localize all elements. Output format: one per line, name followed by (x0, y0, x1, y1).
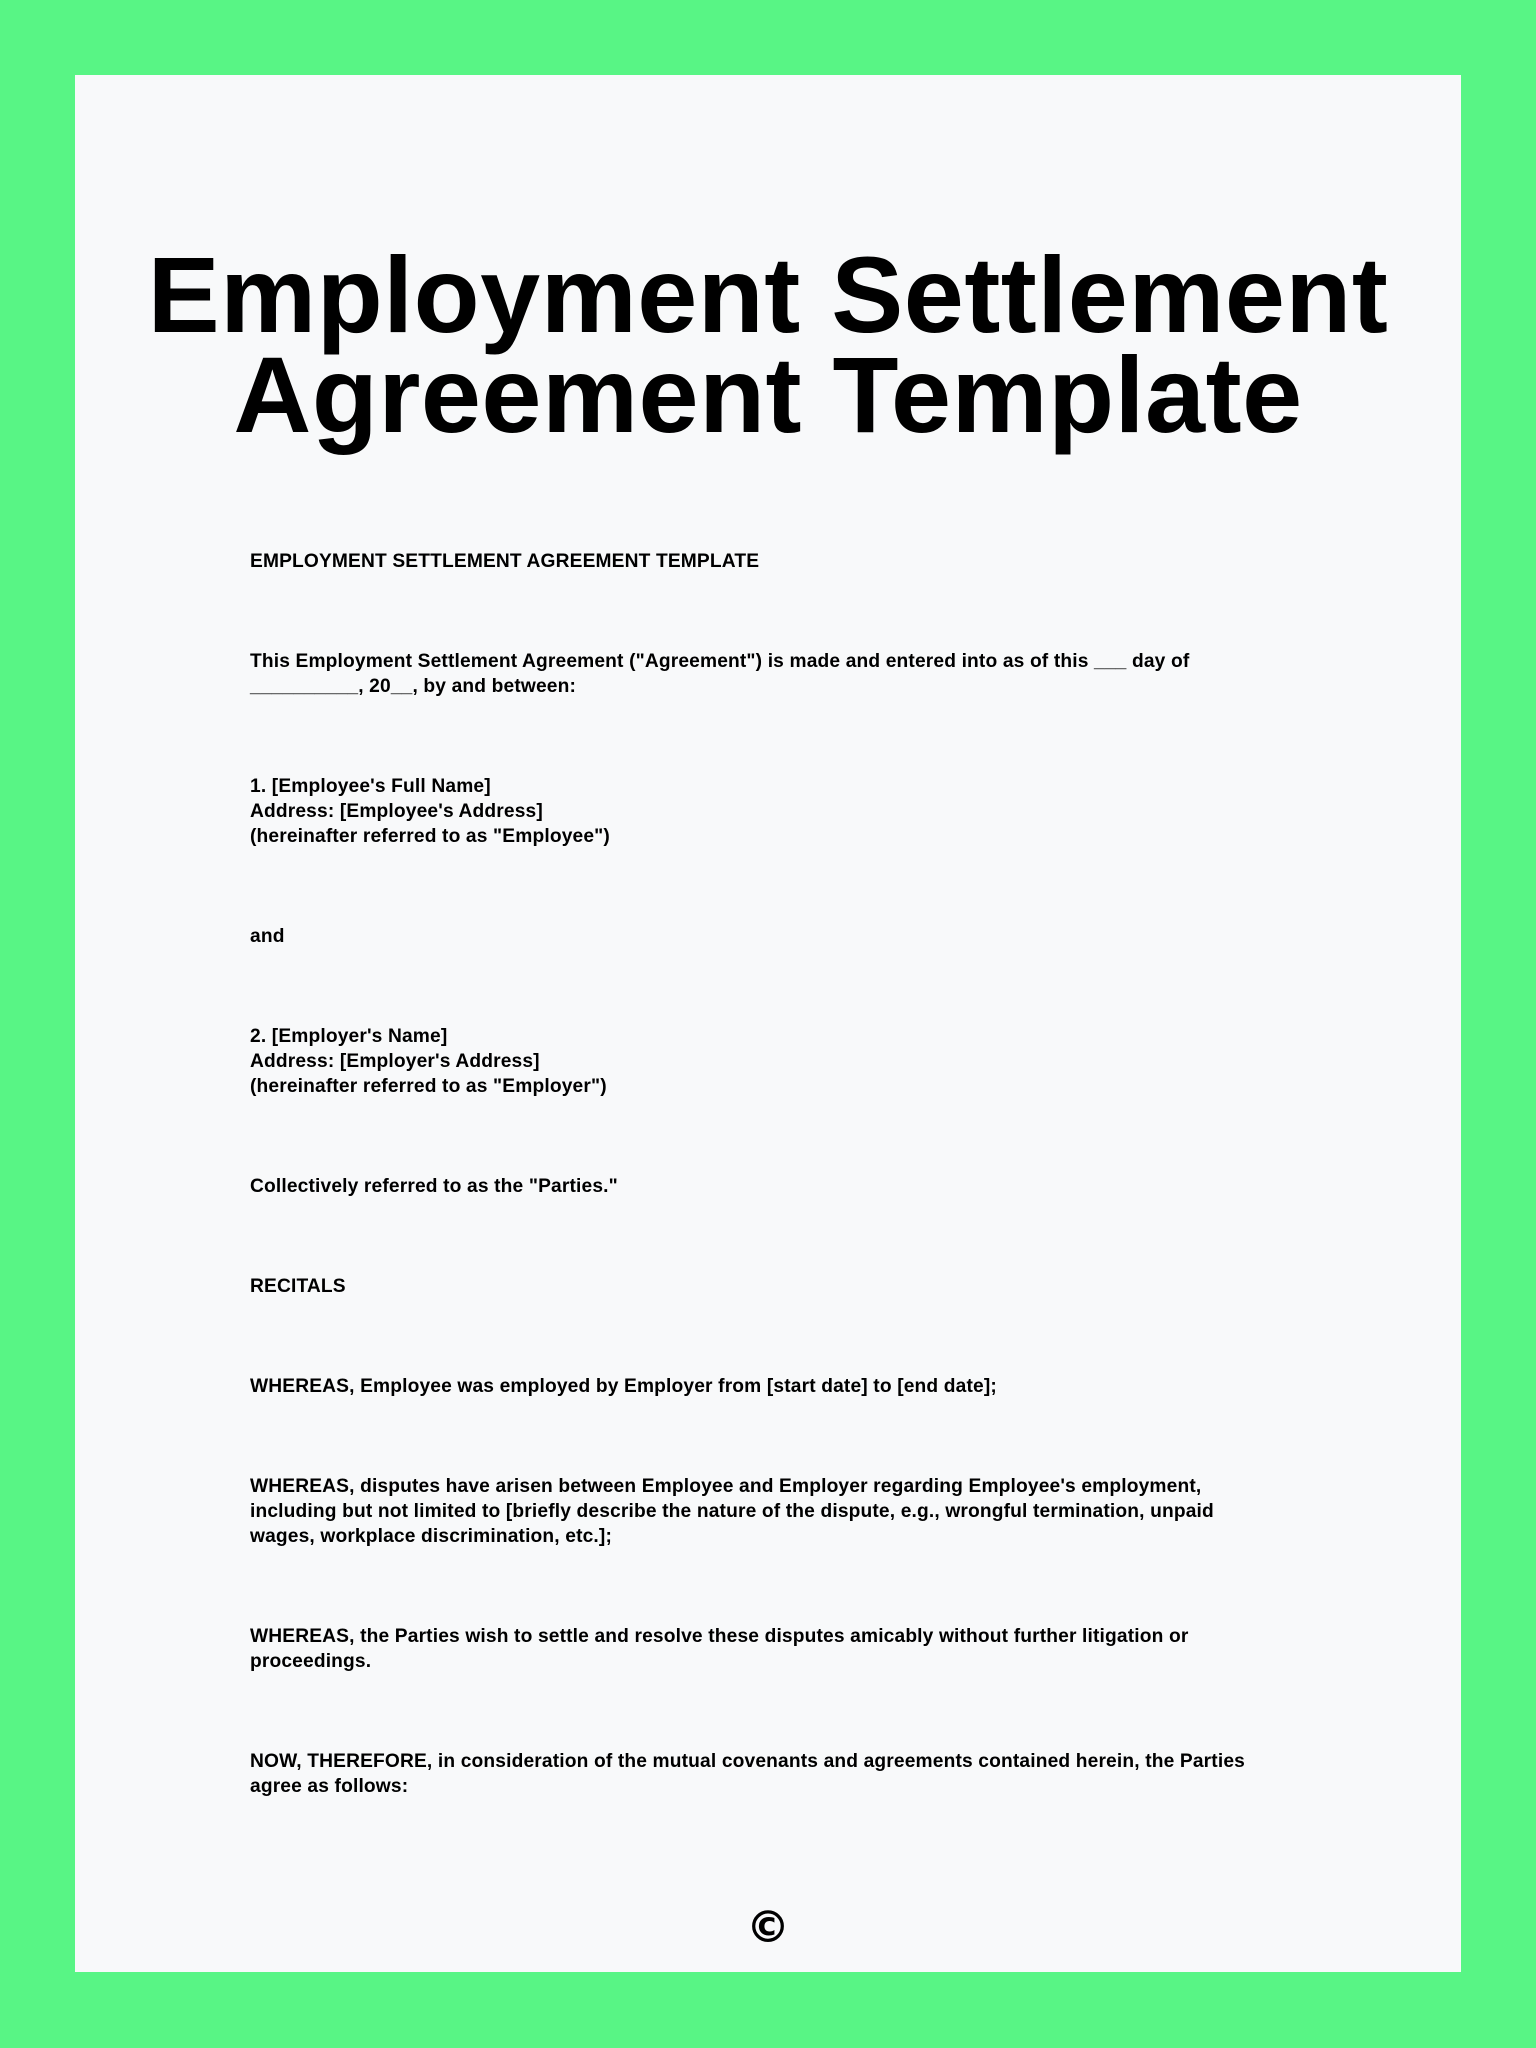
whereas-employment: WHEREAS, Employee was employed by Employer from [start date] to [end date]; (250, 1376, 997, 1397)
intro-paragraph: This Employment Settlement Agreement ("Agreement") is made and entered into as of this ___ day of __________, 20__, by and between: (250, 651, 1190, 697)
title-line-2: Agreement Template (233, 334, 1303, 455)
whereas-settle: WHEREAS, the Parties wish to settle and resolve these disputes amicably without further litigation or proceedings. (250, 1626, 1189, 1672)
copyright-icon: © (746, 1902, 790, 1953)
conjunction-and: and (250, 926, 285, 947)
whereas-disputes: WHEREAS, disputes have arisen between Employee and Employer regarding Employee's employment, including but not limited to [briefly describe the nature of the dispute, e.g., wrongful termination, unpaid wages, workplace discrimination, etc.]; (250, 1476, 1214, 1547)
parties-definition: Collectively referred to as the "Parties." (250, 1176, 618, 1197)
employee-party-block: 1. [Employee's Full Name] Address: [Employee's Address] (hereinafter referred to as "Employee") (250, 776, 610, 847)
document-body (250, 549, 1310, 1799)
now-therefore-clause: NOW, THEREFORE, in consideration of the mutual covenants and agreements contained herein, the Parties agree as follows: (250, 1751, 1245, 1797)
document-page (75, 75, 1461, 1972)
title-line-1: Employment Settlement (147, 234, 1389, 355)
recitals-heading: RECITALS (250, 1276, 346, 1297)
document-title (75, 234, 1461, 455)
employer-party-block: 2. [Employer's Name] Address: [Employer's Address] (hereinafter referred to as "Employer") (250, 1026, 607, 1097)
section-heading: EMPLOYMENT SETTLEMENT AGREEMENT TEMPLATE (250, 551, 760, 572)
